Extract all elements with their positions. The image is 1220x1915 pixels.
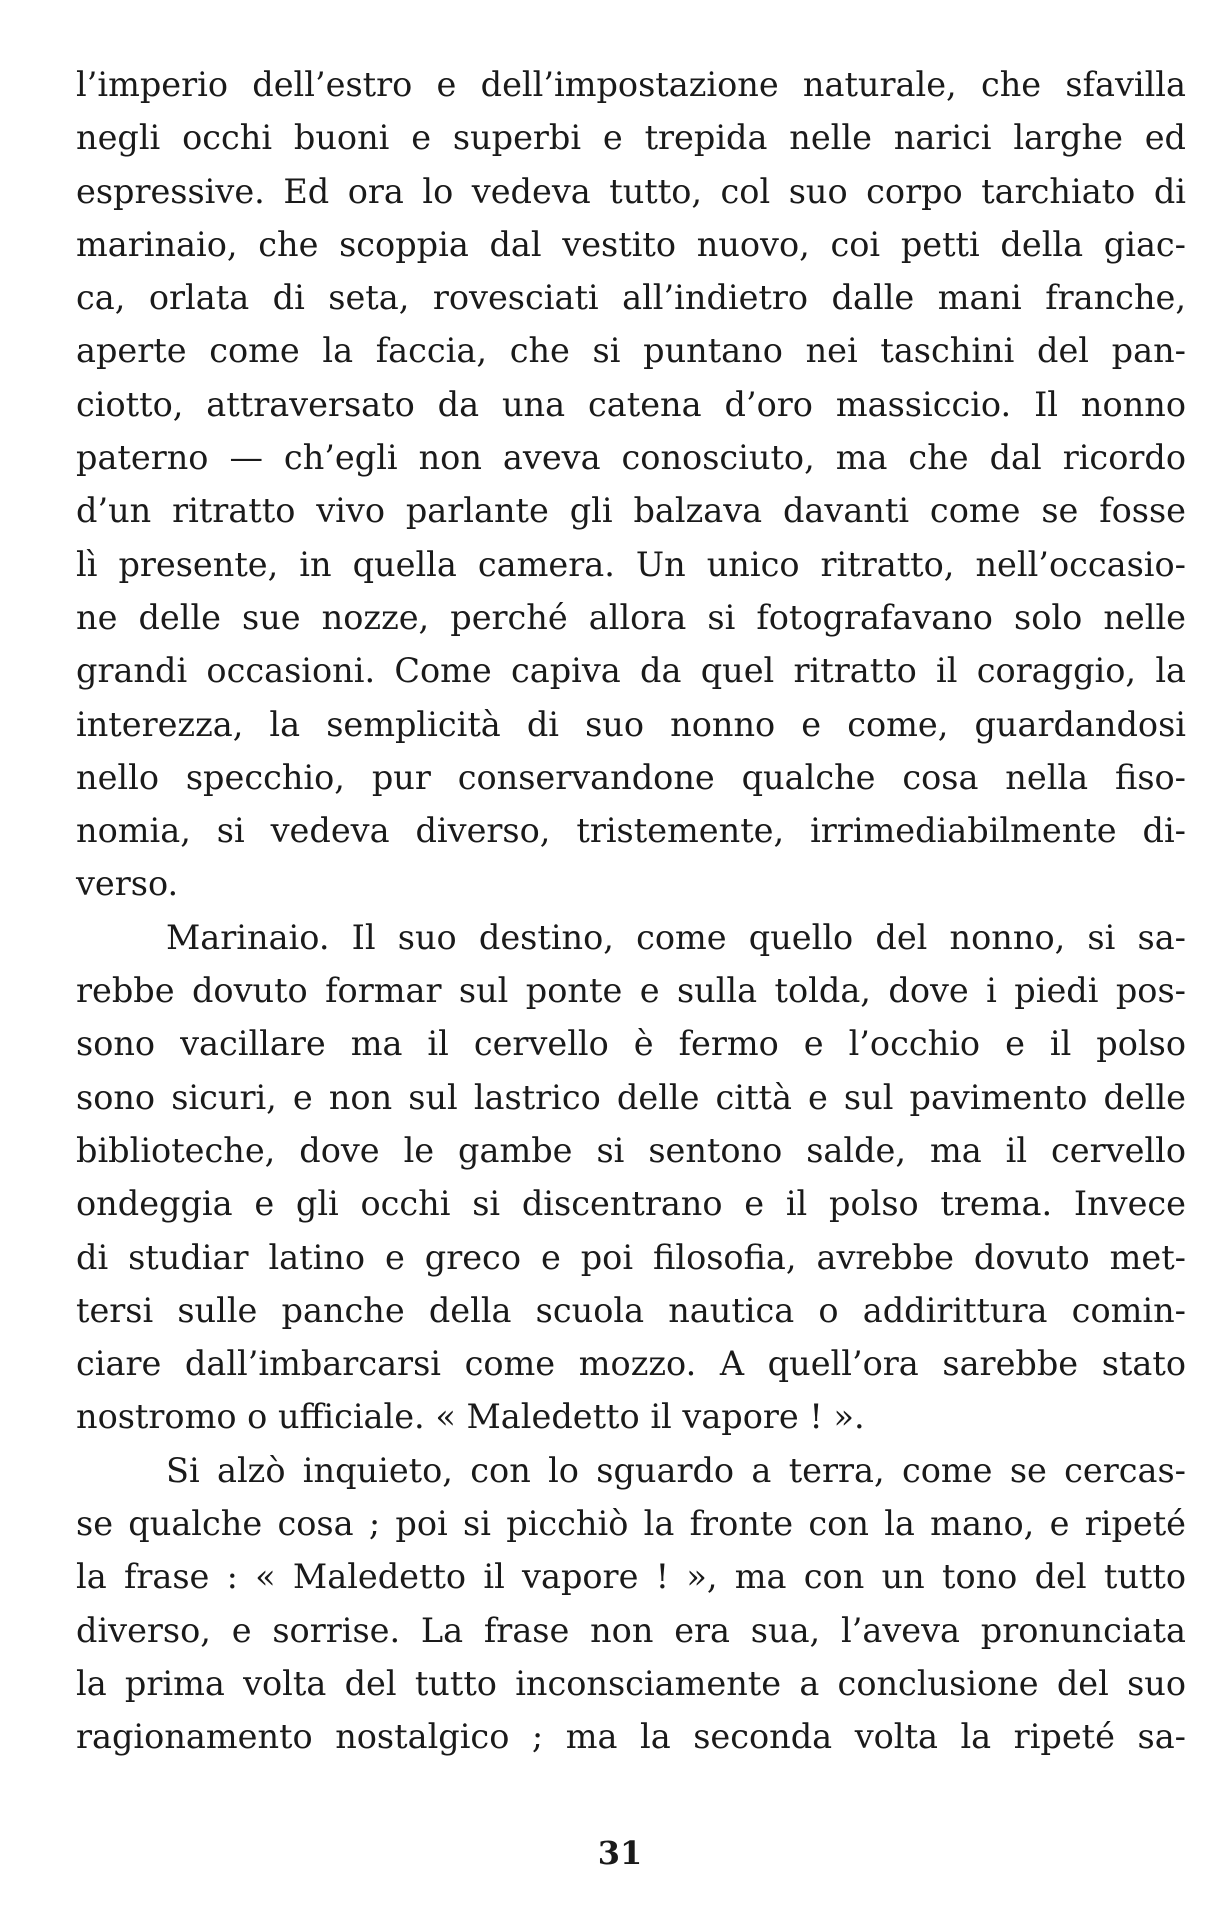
text-line: ciotto, attraversato da una catena d’oro massiccio. Il nonno (76, 384, 1186, 424)
text-line: paterno — ch’egli non aveva conosciuto, ma che dal ricordo (76, 438, 1186, 478)
text-line: negli occhi buoni e superbi e trepida nelle narici larghe ed (76, 118, 1186, 158)
text-line: Marinaio. Il suo destino, come quello del nonno, si sa- (166, 917, 1186, 957)
text-line: nostromo o ufficiale. « Maledetto il vapore ! ». (76, 1397, 865, 1437)
text-line: tersi sulle panche della scuola nautica o addirittura comin- (76, 1290, 1186, 1330)
text-line: verso. (76, 864, 179, 904)
page-number: 31 (597, 1834, 643, 1872)
text-line: espressive. Ed ora lo vedeva tutto, col suo corpo tarchiato di (76, 171, 1186, 211)
text-line: ragionamento nostalgico ; ma la seconda volta la ripeté sa- (76, 1717, 1186, 1757)
text-line: nomia, si vedeva diverso, tristemente, irrimediabilmente di- (76, 811, 1186, 851)
text-line: diverso, e sorrise. La frase non era sua, l’aveva pronunciata (76, 1610, 1186, 1650)
text-line: lì presente, in quella camera. Un unico ritratto, nell’occasio- (76, 544, 1186, 584)
text-line: aperte come la faccia, che si puntano nei taschini del pan- (76, 331, 1186, 371)
text-line: sono vacillare ma il cervello è fermo e l’occhio e il polso (76, 1024, 1186, 1064)
text-line: l’imperio dell’estro e dell’impostazione naturale, che sfavilla (76, 65, 1186, 104)
text-line: ondeggia e gli occhi si discentrano e il polso trema. Invece (76, 1184, 1186, 1224)
text-line: rebbe dovuto formar sul ponte e sulla tolda, dove i piedi pos- (76, 971, 1186, 1011)
text-line: Si alzò inquieto, con lo sguardo a terra, come se cercas- (166, 1450, 1186, 1490)
text-line: grandi occasioni. Come capiva da quel ritratto il coraggio, la (76, 651, 1186, 691)
text-line: ciare dall’imbarcarsi come mozzo. A quell’ora sarebbe stato (76, 1344, 1186, 1384)
text-line: la prima volta del tutto inconsciamente a conclusione del suo (76, 1663, 1186, 1703)
text-line: nello specchio, pur conservandone qualche cosa nella fiso- (76, 757, 1186, 797)
text-line: d’un ritratto vivo parlante gli balzava davanti come se fosse (76, 491, 1186, 531)
text-line: se qualche cosa ; poi si picchiò la fronte con la mano, e ripeté (76, 1504, 1186, 1544)
text-line: ca, orlata di seta, rovesciati all’indietro dalle mani franche, (76, 278, 1186, 318)
text-line: interezza, la semplicità di suo nonno e come, guardandosi (76, 704, 1186, 744)
text-line: marinaio, che scoppia dal vestito nuovo, coi petti della giac- (76, 224, 1186, 264)
text-line: la frase : « Maledetto il vapore ! », ma con un tono del tutto (76, 1557, 1186, 1597)
text-line: biblioteche, dove le gambe si sentono salde, ma il cervello (76, 1130, 1186, 1170)
text-line: sono sicuri, e non sul lastrico delle città e sul pavimento delle (76, 1077, 1186, 1117)
body-text (76, 58, 1186, 1764)
text-line: ne delle sue nozze, perché allora si fotografavano solo nelle (76, 597, 1186, 637)
text-line: di studiar latino e greco e poi filosofia, avrebbe dovuto met- (76, 1237, 1186, 1277)
